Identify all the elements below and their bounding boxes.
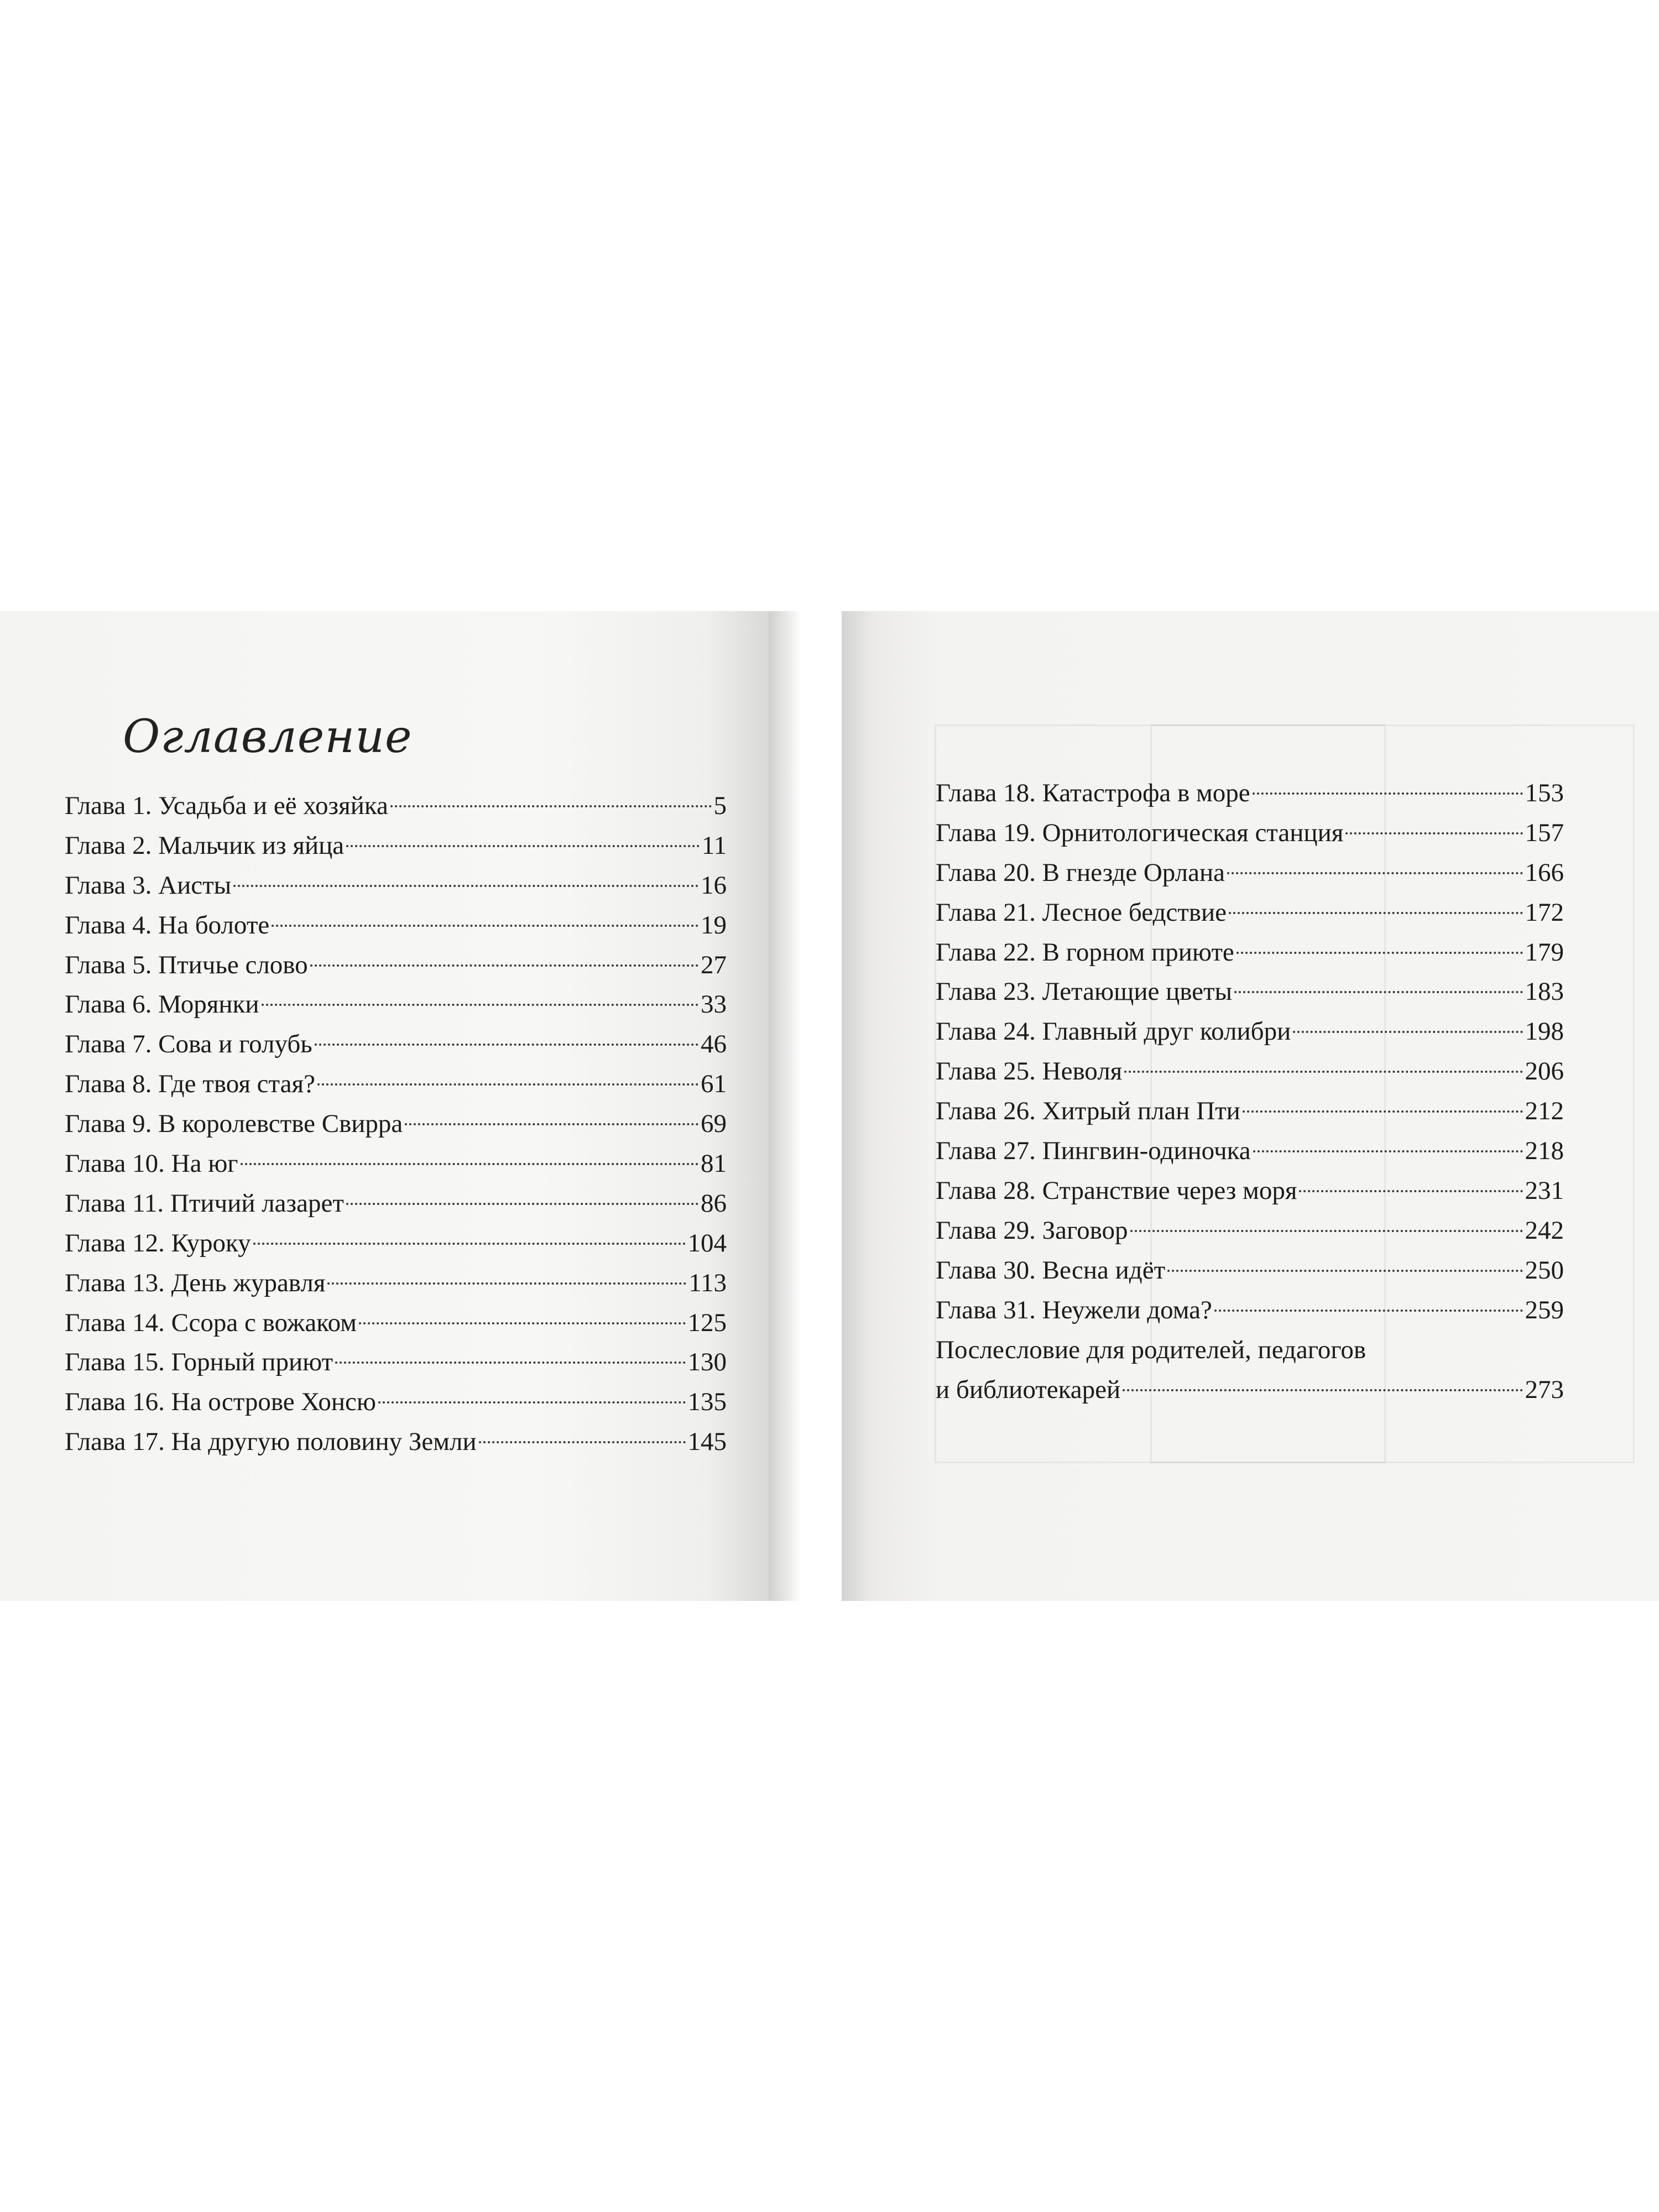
- dot-leader: [1237, 952, 1523, 954]
- entry-title: Глава 19. Орнитологическая станция: [936, 818, 1344, 847]
- toc-entry[interactable]: [936, 1012, 1564, 1052]
- dot-leader: [1214, 1310, 1523, 1312]
- entry-page: 145: [687, 1427, 727, 1457]
- entry-title: Глава 9. В королевстве Свирра: [65, 1109, 403, 1139]
- dot-leader: [1243, 1110, 1523, 1113]
- entry-page: 250: [1525, 1255, 1564, 1285]
- toc-entry[interactable]: [936, 853, 1564, 893]
- entry-title: Глава 8. Где твоя стая?: [65, 1070, 315, 1099]
- dot-leader: [1167, 1270, 1522, 1272]
- entry-page: 153: [1525, 779, 1564, 807]
- toc-entry[interactable]: [65, 946, 727, 985]
- entry-title: Глава 22. В горном приюте: [936, 937, 1234, 967]
- entry-page: 179: [1525, 937, 1564, 967]
- dot-leader: [253, 1243, 686, 1245]
- entry-page: 242: [1525, 1215, 1564, 1245]
- toc-entry[interactable]: [65, 1303, 727, 1343]
- toc-entry[interactable]: [936, 933, 1564, 973]
- entry-title: Глава 24. Главный друг колибри: [936, 1017, 1291, 1046]
- dot-leader: [390, 805, 712, 807]
- dot-leader: [1253, 1150, 1523, 1152]
- toc-entry[interactable]: [65, 1184, 727, 1224]
- dot-leader: [359, 1322, 686, 1324]
- toc-entry[interactable]: [65, 1343, 727, 1383]
- entry-page: 273: [1525, 1375, 1564, 1405]
- entry-page: 157: [1525, 818, 1564, 847]
- entry-title: Глава 18. Катастрофа в море: [936, 779, 1250, 807]
- toc-entry[interactable]: [936, 1211, 1564, 1251]
- toc-entry[interactable]: [936, 774, 1564, 813]
- entry-page: 27: [701, 950, 727, 979]
- entry-page: 198: [1525, 1017, 1564, 1046]
- dot-leader: [346, 1203, 698, 1205]
- toc-entry[interactable]: [65, 826, 727, 866]
- entry-page: 231: [1525, 1176, 1564, 1205]
- entry-title: Глава 20. В гнезде Орлана: [936, 858, 1225, 887]
- entry-page: 19: [701, 910, 727, 940]
- afterword-title-line1: Послесловие для родителей, педагогов: [936, 1335, 1366, 1365]
- dot-leader: [1253, 792, 1523, 795]
- entry-title: Глава 25. Неволя: [936, 1057, 1123, 1086]
- dot-leader: [262, 1004, 698, 1006]
- toc-entry[interactable]: [65, 866, 727, 906]
- afterword-title-line2: и библиотекарей: [936, 1375, 1121, 1405]
- entry-page: 218: [1525, 1136, 1564, 1166]
- entry-title: Глава 1. Усадьба и её хозяйка: [65, 791, 388, 820]
- toc-entry[interactable]: [65, 1422, 727, 1462]
- dot-leader: [272, 925, 698, 927]
- dot-leader: [233, 885, 698, 887]
- entry-title: Глава 6. Морянки: [65, 990, 259, 1019]
- toc-entry[interactable]: [65, 786, 727, 826]
- entry-page: 135: [687, 1387, 727, 1417]
- dot-leader: [327, 1282, 686, 1285]
- entry-page: 259: [1525, 1295, 1564, 1324]
- toc-entry[interactable]: [65, 1104, 727, 1144]
- entry-title: Глава 2. Мальчик из яйца: [65, 831, 345, 860]
- entry-page: 46: [701, 1030, 727, 1059]
- entry-page: 81: [701, 1149, 727, 1178]
- dot-leader: [405, 1123, 698, 1125]
- dot-leader: [479, 1441, 686, 1443]
- toc-entry[interactable]: [936, 972, 1564, 1012]
- entry-page: 166: [1525, 858, 1564, 887]
- dot-leader: [315, 1044, 698, 1046]
- entry-title: Глава 4. На болоте: [65, 910, 270, 940]
- entry-page: 113: [688, 1268, 727, 1297]
- toc-entry[interactable]: [65, 1264, 727, 1303]
- toc-entry-afterword[interactable]: [936, 1330, 1564, 1410]
- dot-leader: [335, 1361, 685, 1364]
- dot-leader: [1234, 991, 1522, 993]
- toc-entry[interactable]: [936, 1052, 1564, 1092]
- toc-entry[interactable]: [65, 985, 727, 1025]
- entry-title: Глава 26. Хитрый план Пти: [936, 1097, 1240, 1126]
- entry-page: 130: [687, 1348, 727, 1377]
- toc-entry[interactable]: [65, 1065, 727, 1104]
- entry-page: 212: [1525, 1097, 1564, 1126]
- entry-title: Глава 10. На юг: [65, 1149, 238, 1178]
- dot-leader: [310, 964, 698, 967]
- entry-page: 104: [687, 1228, 727, 1258]
- dot-leader: [241, 1163, 698, 1165]
- book-gutter: [769, 611, 842, 1601]
- entry-title: Глава 30. Весна идёт: [936, 1255, 1166, 1285]
- dot-leader: [1293, 1031, 1522, 1033]
- toc-list-left: [65, 786, 727, 1462]
- toc-entry[interactable]: [936, 1092, 1564, 1131]
- toc-entry[interactable]: [936, 1291, 1564, 1331]
- toc-entry[interactable]: [65, 1144, 727, 1184]
- entry-page: 69: [701, 1109, 727, 1139]
- toc-entry[interactable]: [65, 1224, 727, 1264]
- page-title: Оглавление: [123, 711, 413, 763]
- toc-entry[interactable]: [65, 906, 727, 946]
- entry-title: Глава 15. Горный приют: [65, 1348, 333, 1377]
- entry-page: 206: [1525, 1057, 1564, 1086]
- dot-leader: [346, 845, 700, 847]
- entry-title: Глава 28. Странствие через моря: [936, 1176, 1297, 1205]
- entry-title: Глава 3. Аисты: [65, 870, 232, 900]
- toc-entry[interactable]: [936, 1131, 1564, 1171]
- entry-title: Глава 17. На другую половину Земли: [65, 1427, 477, 1457]
- toc-entry[interactable]: [65, 1383, 727, 1422]
- dot-leader: [378, 1401, 686, 1404]
- entry-title: Глава 13. День журавля: [65, 1268, 326, 1297]
- entry-title: Глава 7. Сова и голубь: [65, 1030, 312, 1059]
- entry-title: Глава 12. Куроку: [65, 1228, 251, 1258]
- entry-page: 86: [701, 1188, 727, 1218]
- dot-leader: [1123, 1389, 1522, 1391]
- entry-title: Глава 23. Летающие цветы: [936, 977, 1233, 1006]
- dot-leader: [1130, 1230, 1523, 1232]
- entry-title: Глава 16. На острове Хонсю: [65, 1387, 376, 1417]
- toc-entry[interactable]: [936, 893, 1564, 933]
- toc-entry[interactable]: [936, 1171, 1564, 1211]
- toc-entry[interactable]: [936, 1251, 1564, 1291]
- entry-title: Глава 21. Лесное бедствие: [936, 898, 1227, 927]
- dot-leader: [1229, 912, 1523, 914]
- entry-page: 16: [701, 870, 727, 900]
- toc-list-right: [936, 774, 1564, 1410]
- dot-leader: [1299, 1190, 1522, 1192]
- dot-leader: [1345, 832, 1522, 834]
- entry-page: 172: [1525, 898, 1564, 927]
- entry-page: 11: [701, 831, 727, 860]
- entry-page: 125: [687, 1308, 727, 1337]
- toc-entry[interactable]: [936, 813, 1564, 853]
- toc-entry[interactable]: [65, 1025, 727, 1065]
- entry-title: Глава 11. Птичий лазарет: [65, 1188, 344, 1218]
- dot-leader: [317, 1083, 698, 1086]
- dot-leader: [1227, 872, 1523, 874]
- entry-title: Глава 27. Пингвин-одиночка: [936, 1136, 1251, 1166]
- entry-page: 183: [1525, 977, 1564, 1006]
- entry-page: 5: [713, 791, 727, 820]
- entry-title: Глава 29. Заговор: [936, 1215, 1128, 1245]
- entry-page: 33: [701, 990, 727, 1019]
- entry-title: Глава 31. Неужели дома?: [936, 1295, 1212, 1324]
- entry-title: Глава 14. Ссора с вожаком: [65, 1308, 357, 1337]
- dot-leader: [1124, 1071, 1522, 1073]
- entry-title: Глава 5. Птичье слово: [65, 950, 308, 979]
- entry-page: 61: [701, 1070, 727, 1099]
